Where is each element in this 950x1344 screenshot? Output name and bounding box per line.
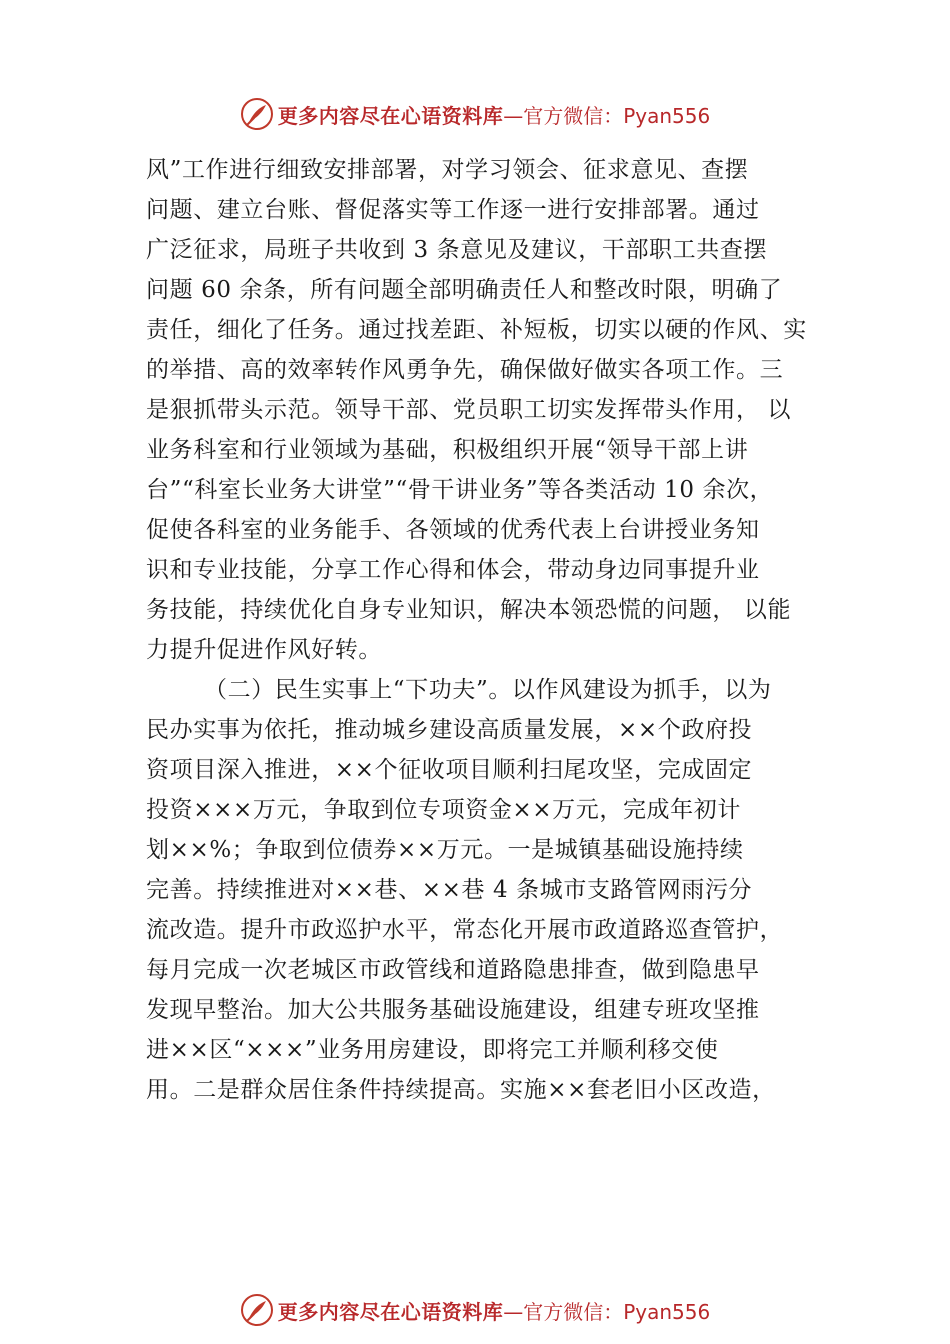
text-line: 进××区“×××”业务用房建设，即将完工并顺利移交使 [146, 1037, 719, 1063]
text-line: 广泛征求，局班子共收到 3 条意见及建议，干部职工共查摆 [146, 237, 768, 263]
footer-banner [0, 1288, 950, 1332]
section-heading-line: （二）民生实事上“下功夫”。以作风建设为抓手，以为 [204, 677, 772, 703]
text-line: 台”“科室长业务大讲堂”“骨干讲业务”等各类活动 10 余次， [146, 477, 774, 503]
text-line: 促使各科室的业务能手、各领域的优秀代表上台讲授业务知 [146, 517, 760, 543]
text-line: 问题 60 余条，所有问题全部明确责任人和整改时限，明确了 [146, 277, 783, 303]
text-line: 每月完成一次老城区市政管线和道路隐患排查，做到隐患早 [146, 957, 760, 983]
text-line: 投资×××万元，争取到位专项资金××万元，完成年初计 [146, 797, 741, 823]
text-line: 划××%；争取到位债券××万元。一是城镇基础设施持续 [146, 837, 744, 863]
text-line: 力提升促进作风好转。 [146, 637, 382, 663]
quill-logo-icon [240, 97, 274, 131]
banner-main-text: 更多内容尽在心语资料库 [277, 1299, 504, 1324]
text-line: 问题、建立台账、督促落实等工作逐一进行安排部署。通过 [146, 197, 760, 223]
text-line: 发现早整治。加大公共服务基础设施建设，组建专班攻坚推 [146, 997, 760, 1023]
banner-main-text: 更多内容尽在心语资料库 [277, 103, 504, 128]
text-line: 用。二是群众居住条件持续提高。实施××套老旧小区改造， [146, 1077, 776, 1103]
text-line: 是狠抓带头示范。领导干部、党员职工切实发挥带头作用， 以 [146, 397, 792, 423]
text-line: 完善。持续推进对××巷、××巷 4 条城市支路管网雨污分 [146, 877, 753, 903]
text-line: 资项目深入推进，××个征收项目顺利扫尾攻坚，完成固定 [146, 757, 753, 783]
text-line: 风”工作进行细致安排部署，对学习领会、征求意见、查摆 [146, 157, 749, 183]
text-line: 流改造。提升市政巡护水平，常态化开展市政道路巡查管护， [146, 917, 784, 943]
header-banner [0, 92, 950, 136]
text-line: 识和专业技能，分享工作心得和体会，带动身边同事提升业 [146, 557, 760, 583]
banner-wechat-text: —官方微信：Pyan556 [503, 103, 711, 128]
text-line: 业务科室和行业领域为基础，积极组织开展“领导干部上讲 [146, 437, 749, 463]
text-line: 务技能，持续优化自身专业知识，解决本领恐慌的问题， 以能 [146, 597, 792, 623]
quill-logo-icon [240, 1293, 274, 1327]
text-line: 责任，细化了任务。通过找差距、补短板，切实以硬的作风、实 [146, 317, 807, 343]
banner-wechat-text: —官方微信：Pyan556 [503, 1299, 711, 1324]
document-body [146, 150, 816, 1110]
text-line: 的举措、高的效率转作风勇争先，确保做好做实各项工作。三 [146, 357, 784, 383]
text-line: 民办实事为依托，推动城乡建设高质量发展，××个政府投 [146, 717, 753, 743]
